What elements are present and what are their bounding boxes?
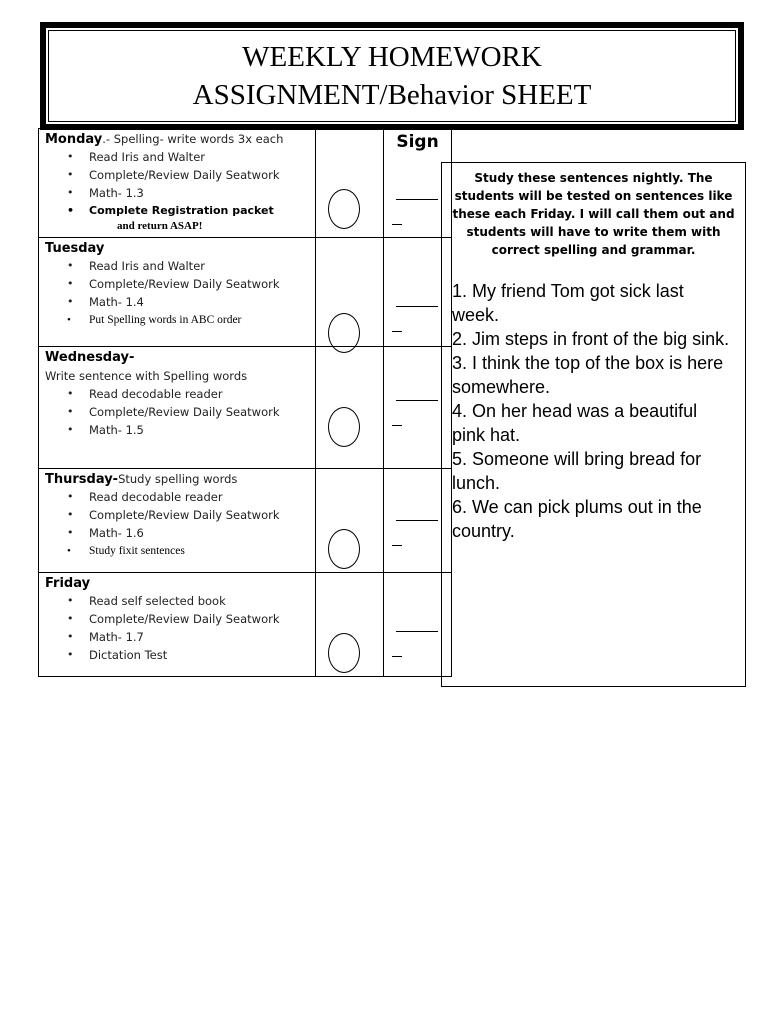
task-item: • Math- 1.6 <box>67 524 311 542</box>
task-continuation: and return ASAP! <box>117 220 203 232</box>
day-row-wednesday <box>39 347 452 469</box>
signature-line <box>396 306 438 307</box>
task-item: • Complete/Review Daily Seatwork <box>67 610 311 628</box>
behavior-circle-cell[interactable] <box>316 129 384 238</box>
day-name: Wednesday- <box>45 350 135 365</box>
task-item: • Math- 1.3 <box>67 184 311 202</box>
study-instructions: Study these sentences nightly. The students will be tested on sentences like these each Friday. I will call them out and students will have to write them with correct spelling and grammar. <box>452 171 735 257</box>
sentence-item: 2. Jim steps in front of the big sink. <box>452 329 730 349</box>
day-cell-thursday <box>39 469 316 573</box>
day-name: Monday <box>45 132 103 147</box>
task-item: • Complete/Review Daily Seatwork <box>67 166 311 184</box>
behavior-circle-cell[interactable] <box>316 573 384 677</box>
behavior-circle[interactable] <box>328 529 360 569</box>
day-name: Thursday- <box>45 472 119 487</box>
day-subline: Write sentence with Spelling words <box>45 369 248 383</box>
day-name: Tuesday <box>45 241 105 256</box>
task-item: • Read self selected book <box>67 592 311 610</box>
behavior-circle-cell[interactable] <box>316 238 384 347</box>
weekly-assignment-table <box>38 128 452 677</box>
task-item: • Dictation Test <box>67 646 311 664</box>
signature-line <box>396 520 438 521</box>
title-inner <box>48 30 736 122</box>
behavior-circle[interactable] <box>328 407 360 447</box>
behavior-circle[interactable] <box>328 189 360 229</box>
signature-line <box>396 631 438 632</box>
task-list <box>45 385 311 439</box>
behavior-circle-cell[interactable] <box>316 469 384 573</box>
signature-dash <box>392 425 402 426</box>
title-box <box>40 22 744 130</box>
task-item: • Complete/Review Daily Seatwork <box>67 403 311 421</box>
page-title-line-2: ASSIGNMENT/Behavior SHEET <box>192 79 592 111</box>
task-item: • Complete Registration packet <box>67 202 311 220</box>
task-item: • Math- 1.5 <box>67 421 311 439</box>
behavior-circle-cell[interactable] <box>316 347 384 469</box>
task-item: • Complete/Review Daily Seatwork <box>67 275 311 293</box>
sentence-list <box>452 279 735 543</box>
task-list <box>45 257 311 329</box>
signature-dash <box>392 656 402 657</box>
task-list <box>45 592 311 664</box>
day-row-friday <box>39 573 452 677</box>
day-cell-tuesday <box>39 238 316 347</box>
task-item: • Read decodable reader <box>67 488 311 506</box>
day-cell-wednesday <box>39 347 316 469</box>
signature-dash <box>392 224 402 225</box>
task-item: • Math- 1.4 <box>67 293 311 311</box>
day-row-tuesday <box>39 238 452 347</box>
task-item: • Complete/Review Daily Seatwork <box>67 506 311 524</box>
signature-dash <box>392 331 402 332</box>
day-extra-note: Study spelling words <box>118 472 238 486</box>
task-list <box>45 148 311 220</box>
sign-header: Sign <box>396 132 439 152</box>
signature-dash <box>392 545 402 546</box>
day-name: Friday <box>45 576 91 591</box>
sentence-item: 1. My friend Tom got sick last week. <box>452 281 684 325</box>
behavior-circle[interactable] <box>328 633 360 673</box>
task-item: • Read Iris and Walter <box>67 257 311 275</box>
task-item: • Read decodable reader <box>67 385 311 403</box>
sentence-item: 3. I think the top of the box is here somewhere. <box>452 353 724 397</box>
task-item: • Math- 1.7 <box>67 628 311 646</box>
signature-line <box>396 400 438 401</box>
day-extra-note: .- Spelling- write words 3x each <box>102 132 284 146</box>
sentence-item: 6. We can pick plums out in the country. <box>452 497 702 541</box>
sentence-item: 4. On her head was a beautiful pink hat. <box>452 401 698 445</box>
task-item: • Put Spelling words in ABC order <box>67 311 311 329</box>
day-row-monday <box>39 129 452 238</box>
day-cell-monday <box>39 129 316 238</box>
task-item: • Study fixit sentences <box>67 542 311 560</box>
task-list <box>45 488 311 560</box>
day-cell-friday <box>39 573 316 677</box>
task-item: • Read Iris and Walter <box>67 148 311 166</box>
sentence-item: 5. Someone will bring bread for lunch. <box>452 449 702 493</box>
study-sentences-box <box>441 162 746 687</box>
day-row-thursday <box>39 469 452 573</box>
page-title-line-1: WEEKLY HOMEWORK <box>242 41 542 73</box>
signature-line <box>396 199 438 200</box>
